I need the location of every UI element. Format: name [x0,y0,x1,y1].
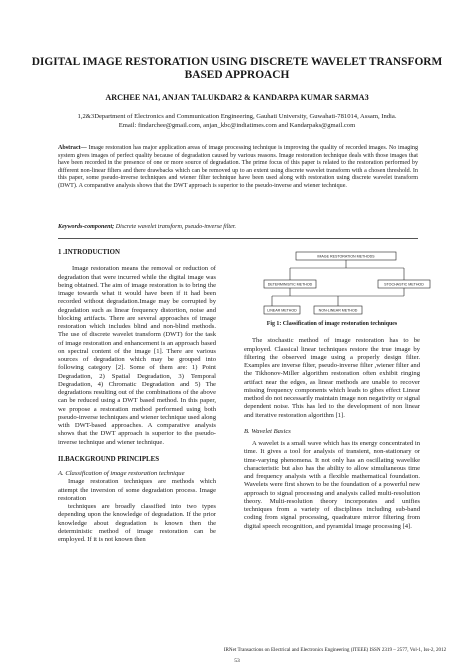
keywords-label: Keywords-component; [58,224,115,230]
paper-authors: ARCHEE NA1, ANJAN TALUKDAR2 & KANDARPA KUMAR SARMA3 [105,93,369,102]
keywords-block [58,224,418,230]
left-column [58,249,216,544]
paper-title: DIGITAL IMAGE RESTORATION USING DISCRETE WAVELET TRANSFORM BASED APPROACH [31,56,443,81]
intro-heading: 1 .INTRODUCTION [58,249,121,256]
journal-footer: IRNet Transactions on Electrical and Electronics Engineering (ITEEE) ISSN 2319 – 2577, Vol-1, Iss-2, 2012 [223,647,447,653]
email-line: Email: findarchee@gmail.com, anjan_kbc@indiatimes.com and Kandarpaks@gmail.com [118,122,356,129]
diagram-nonlinear-label: NON-LINEAR METHOD [318,308,358,313]
abstract-label: Abstract— [58,145,87,151]
figure-caption: Fig 1: Classification of image restoration techniques [266,321,398,327]
page-number: 53 [234,658,240,664]
intro-text: Image restoration means the removal or reduction of degradation that were incurred while the digital image was being obtained. The aim of image restoration is to bring the image towards what it would have been if it had been recorded without degradation.Image may be corrupted by degradation such as linear frequency distortion, noise and blocking artifacts. There are several approaches of image restoration which includes blind and non-blind methods. The use of discrete wavelet transform (DWT) for the task of image restoration and enhancement is an approach based on spectral content of the image [1]. There are various sources of degradation which may be grouped into following category [2]. Some of them are: 1) Point Degradation, 2) Spatial Degradation, 3) Temporal Degradation, 4) Chromatic Degradation and 5) The degradations resulting out of the combinations of the above can be reduced using a DWT based method. In this paper, we propose a restoration method performed using both pseudo-inverse techniques and wiener technique used along with DWT-based approaches. A comparative analysis shows that the DWT approach is superior to the pseudo-inverse technique and wiener technique. [58,265,216,446]
affiliation: 1,2&3Department of Electronics and Communication Engineering, Gauhati University, Guwahati-781014, Assam, India. [77,113,397,120]
classification-diagram [262,250,432,318]
right-column [244,320,420,531]
abstract-text: Image restoration has major application areas of image processing technique is improving the quality of recorded images. No imaging system gives images of perfect quality because of degradation caused by various reasons. Image restoration technique deals with those images that have been recorded in the presence of one or more source of degradation. The prime focus of this paper is related to the restoration performed by different non-linear filters and there drawbacks which can be removed up to an extent using discrete wavelet transform with a chosen threshold. In this paper, some pseudo-inverse techniques and wiener filter technique have been used along with restoration using discrete wavelet transform (DWT). A comparative analysis shows that the DWT approach is superior to the pseudo-inverse and wiener technique. [58,145,418,189]
right-text-1: The stochastic method of image restoration has to be employed. Classical linear techniques restore the true image by filtering the observed image using a properly design filter. Examples are inverse filter, pseudo-inverse filter ,wiener filter and the Tikhonov-Miller algorithm restoration often exhibit ringing artifact near the edges, as linear methods are unable to recover missing frequency components which leads to gibes effect Linear method do not necessarily maintain image non negativity or signal dependent noise. This has led to the development of non linear and iterative restoration algorithm [1]. [244,337,420,419]
diagram-linear-label: LINEAR METHOD [267,308,297,313]
wavelet-text: A wavelet is a small wave which has its energy concentrated in time. It gives a tool for analysis of transient, non-stationary or time-varying phenomena. It not only has an oscillating wavelike characteristic but also has the ability to allow simultaneous time and frequency analysis with a flexible mathematical foundation. Wavelets were first shown to be the foundation of a powerful new approach to signal processing and analysis called multi-resolution theory. Multi-resolution theory incorporates and unifies techniques from a variety of disciplines including sub-band coding from signal processing, quadrature mirror filtering from digital speech recognition, and pyramidal image processing [4]. [244,440,420,530]
diagram-stochastic-label: STOCHASTIC METHOD [384,282,424,287]
background-text-2: techniques are broadly classified into two types depending upon the knowledge of degradation. If the prior knowledge about degradation is known then the deterministic method of image restoration can be employed. If it is not known then [58,503,216,543]
keywords-text: Discrete wavelet transform, pseudo-inverse filter. [115,224,237,230]
abstract-block [58,145,418,191]
background-text-1: Image restoration techniques are methods which attempt the inversion of some degradation process. Image restoration [58,478,216,502]
affiliation-block [40,112,434,130]
section-divider [58,238,418,239]
classification-subheading: A. Classification of image restoration technique [58,470,185,477]
diagram-deterministic-label: DETERMINISTIC METHOD [267,282,313,287]
background-heading: II.BACKGROUND PRINCIPLES [58,455,160,463]
diagram-root-label: IMAGE RESTORATION METHODS [317,254,375,259]
wavelet-heading: B. Wavelet Basics [244,427,291,435]
